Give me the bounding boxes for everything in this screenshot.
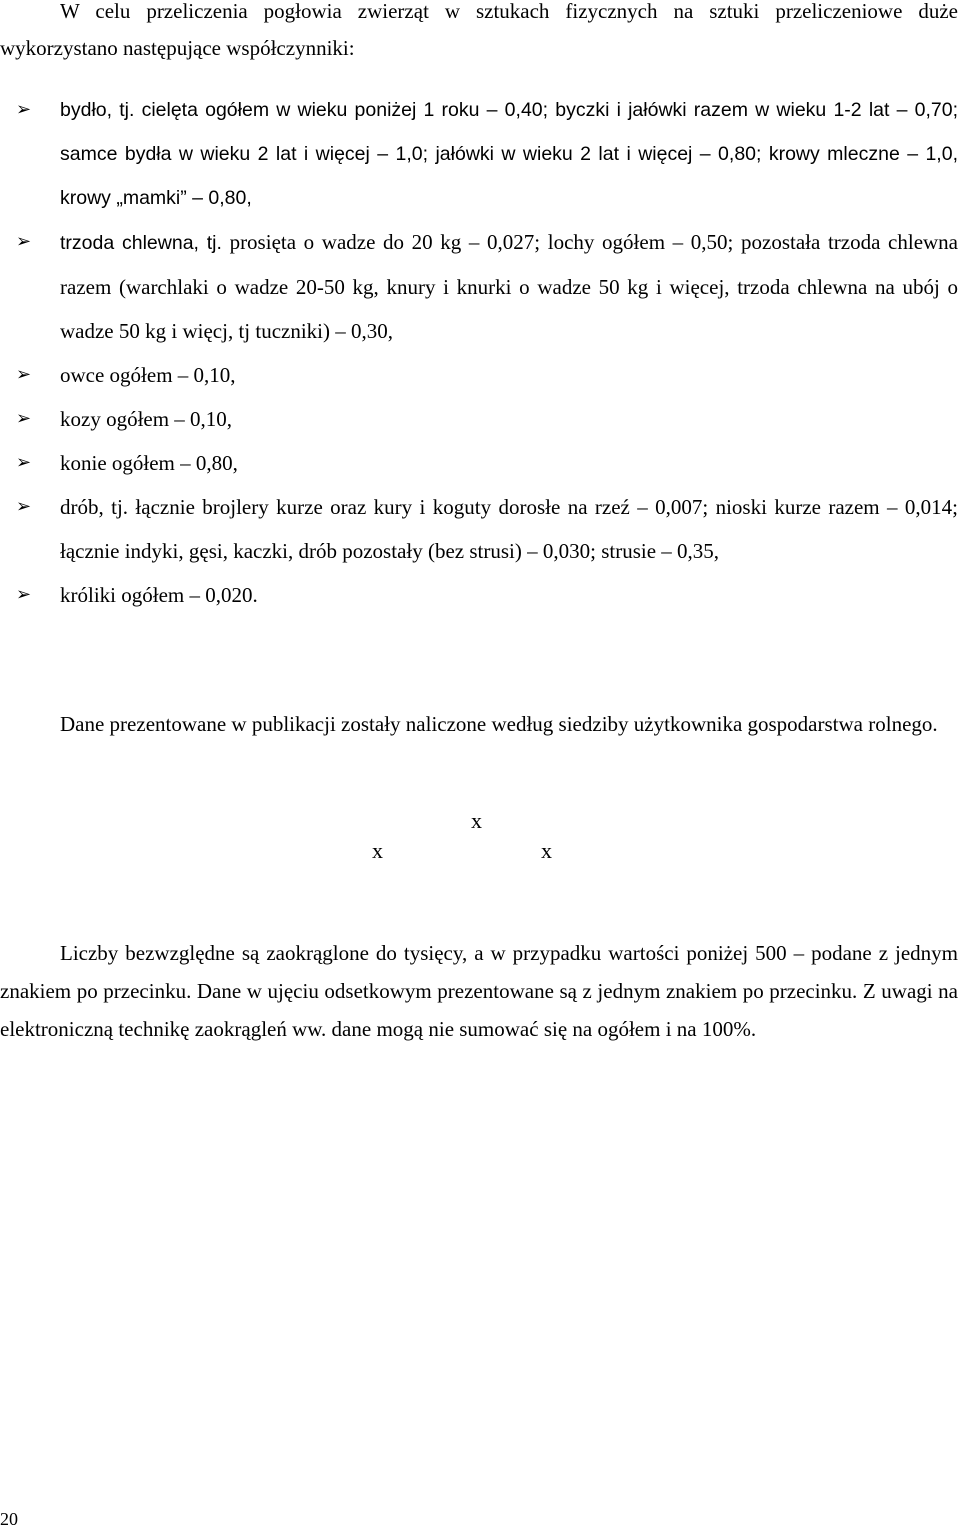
list-item-text [60,220,958,353]
list-item-lead: trzoda chlewna, tj. [60,232,222,254]
list-item-sheep [16,353,958,397]
separator-mark: x [471,808,482,833]
page-number: 20 [0,1509,18,1529]
list-item-cattle [16,88,958,220]
list-item-detail: prosięta o wadze do 20 kg – 0,027; lochy ogółem – 0,50; pozostała trzoda chlewna razem (warchlaki o wadze 20-50 kg, knury i knurki o wadze 50 kg i więcej, trzoda chlewna na ubój o wadze 50 kg i więcj, tj tuczniki) – 0,30, [60,230,959,343]
list-item-text: króliki ogółem – 0,020. [60,583,258,607]
arrow-bullet-icon: ➢ [16,452,32,473]
rounding-note-paragraph: Liczby bezwzględne są zaokrąglone do tysięcy, a w przypadku wartości poniżej 500 – podane z jednym znakiem po przecinku. Dane w ujęciu odsetkowym prezentowane są z jednym znakiem po przecinku. Z uwagi na elektroniczną technikę zaokrągleń ww. dane mogą nie sumować się na ogółem i na 100%. [0,941,958,1041]
list-item-text: bydło, tj. cielęta ogółem w wieku poniżej 1 roku – 0,40; byczki i jałówki razem w wieku 1-2 lat – 0,70; samce bydła w wieku 2 lat i więcej – 1,0; jałówki w wieku 2 lat i więcej – 0,80; krowy mleczne – 1,0, krowy „mamki” – 0,80, [60,99,958,209]
arrow-bullet-icon: ➢ [16,496,32,517]
arrow-bullet-icon: ➢ [16,584,32,605]
list-item-text: owce ogółem – 0,10, [60,363,236,387]
list-item-horses [16,441,958,485]
list-item-poultry [16,485,958,573]
publication-note-paragraph: Dane prezentowane w publikacji zostały naliczone według siedziby użytkownika gospodarstwa rolnego. [60,712,938,736]
list-item-rabbits [16,573,958,617]
list-item-text: konie ogółem – 0,80, [60,451,238,475]
separator-mark: x [372,838,383,863]
separator-mark: x [541,838,552,863]
arrow-bullet-icon: ➢ [16,364,32,385]
list-item-pigs [16,220,958,353]
arrow-bullet-icon: ➢ [16,99,32,120]
list-item-text: drób, tj. łącznie brojlery kurze oraz kury i koguty dorosłe na rzeź – 0,007; nioski kurze razem – 0,014; łącznie indyki, gęsi, kaczki, drób pozostały (bez strusi) – 0,030; strusie – 0,35, [60,495,958,563]
list-item-text: kozy ogółem – 0,10, [60,407,233,431]
arrow-bullet-icon: ➢ [16,408,32,429]
intro-paragraph: W celu przeliczenia pogłowia zwierząt w sztukach fizycznych na sztuki przeliczeniowe duże wykorzystano następujące współczynniki: [0,0,958,60]
conversion-factor-list [16,88,958,617]
list-item-goats [16,397,958,441]
arrow-bullet-icon: ➢ [16,231,32,252]
